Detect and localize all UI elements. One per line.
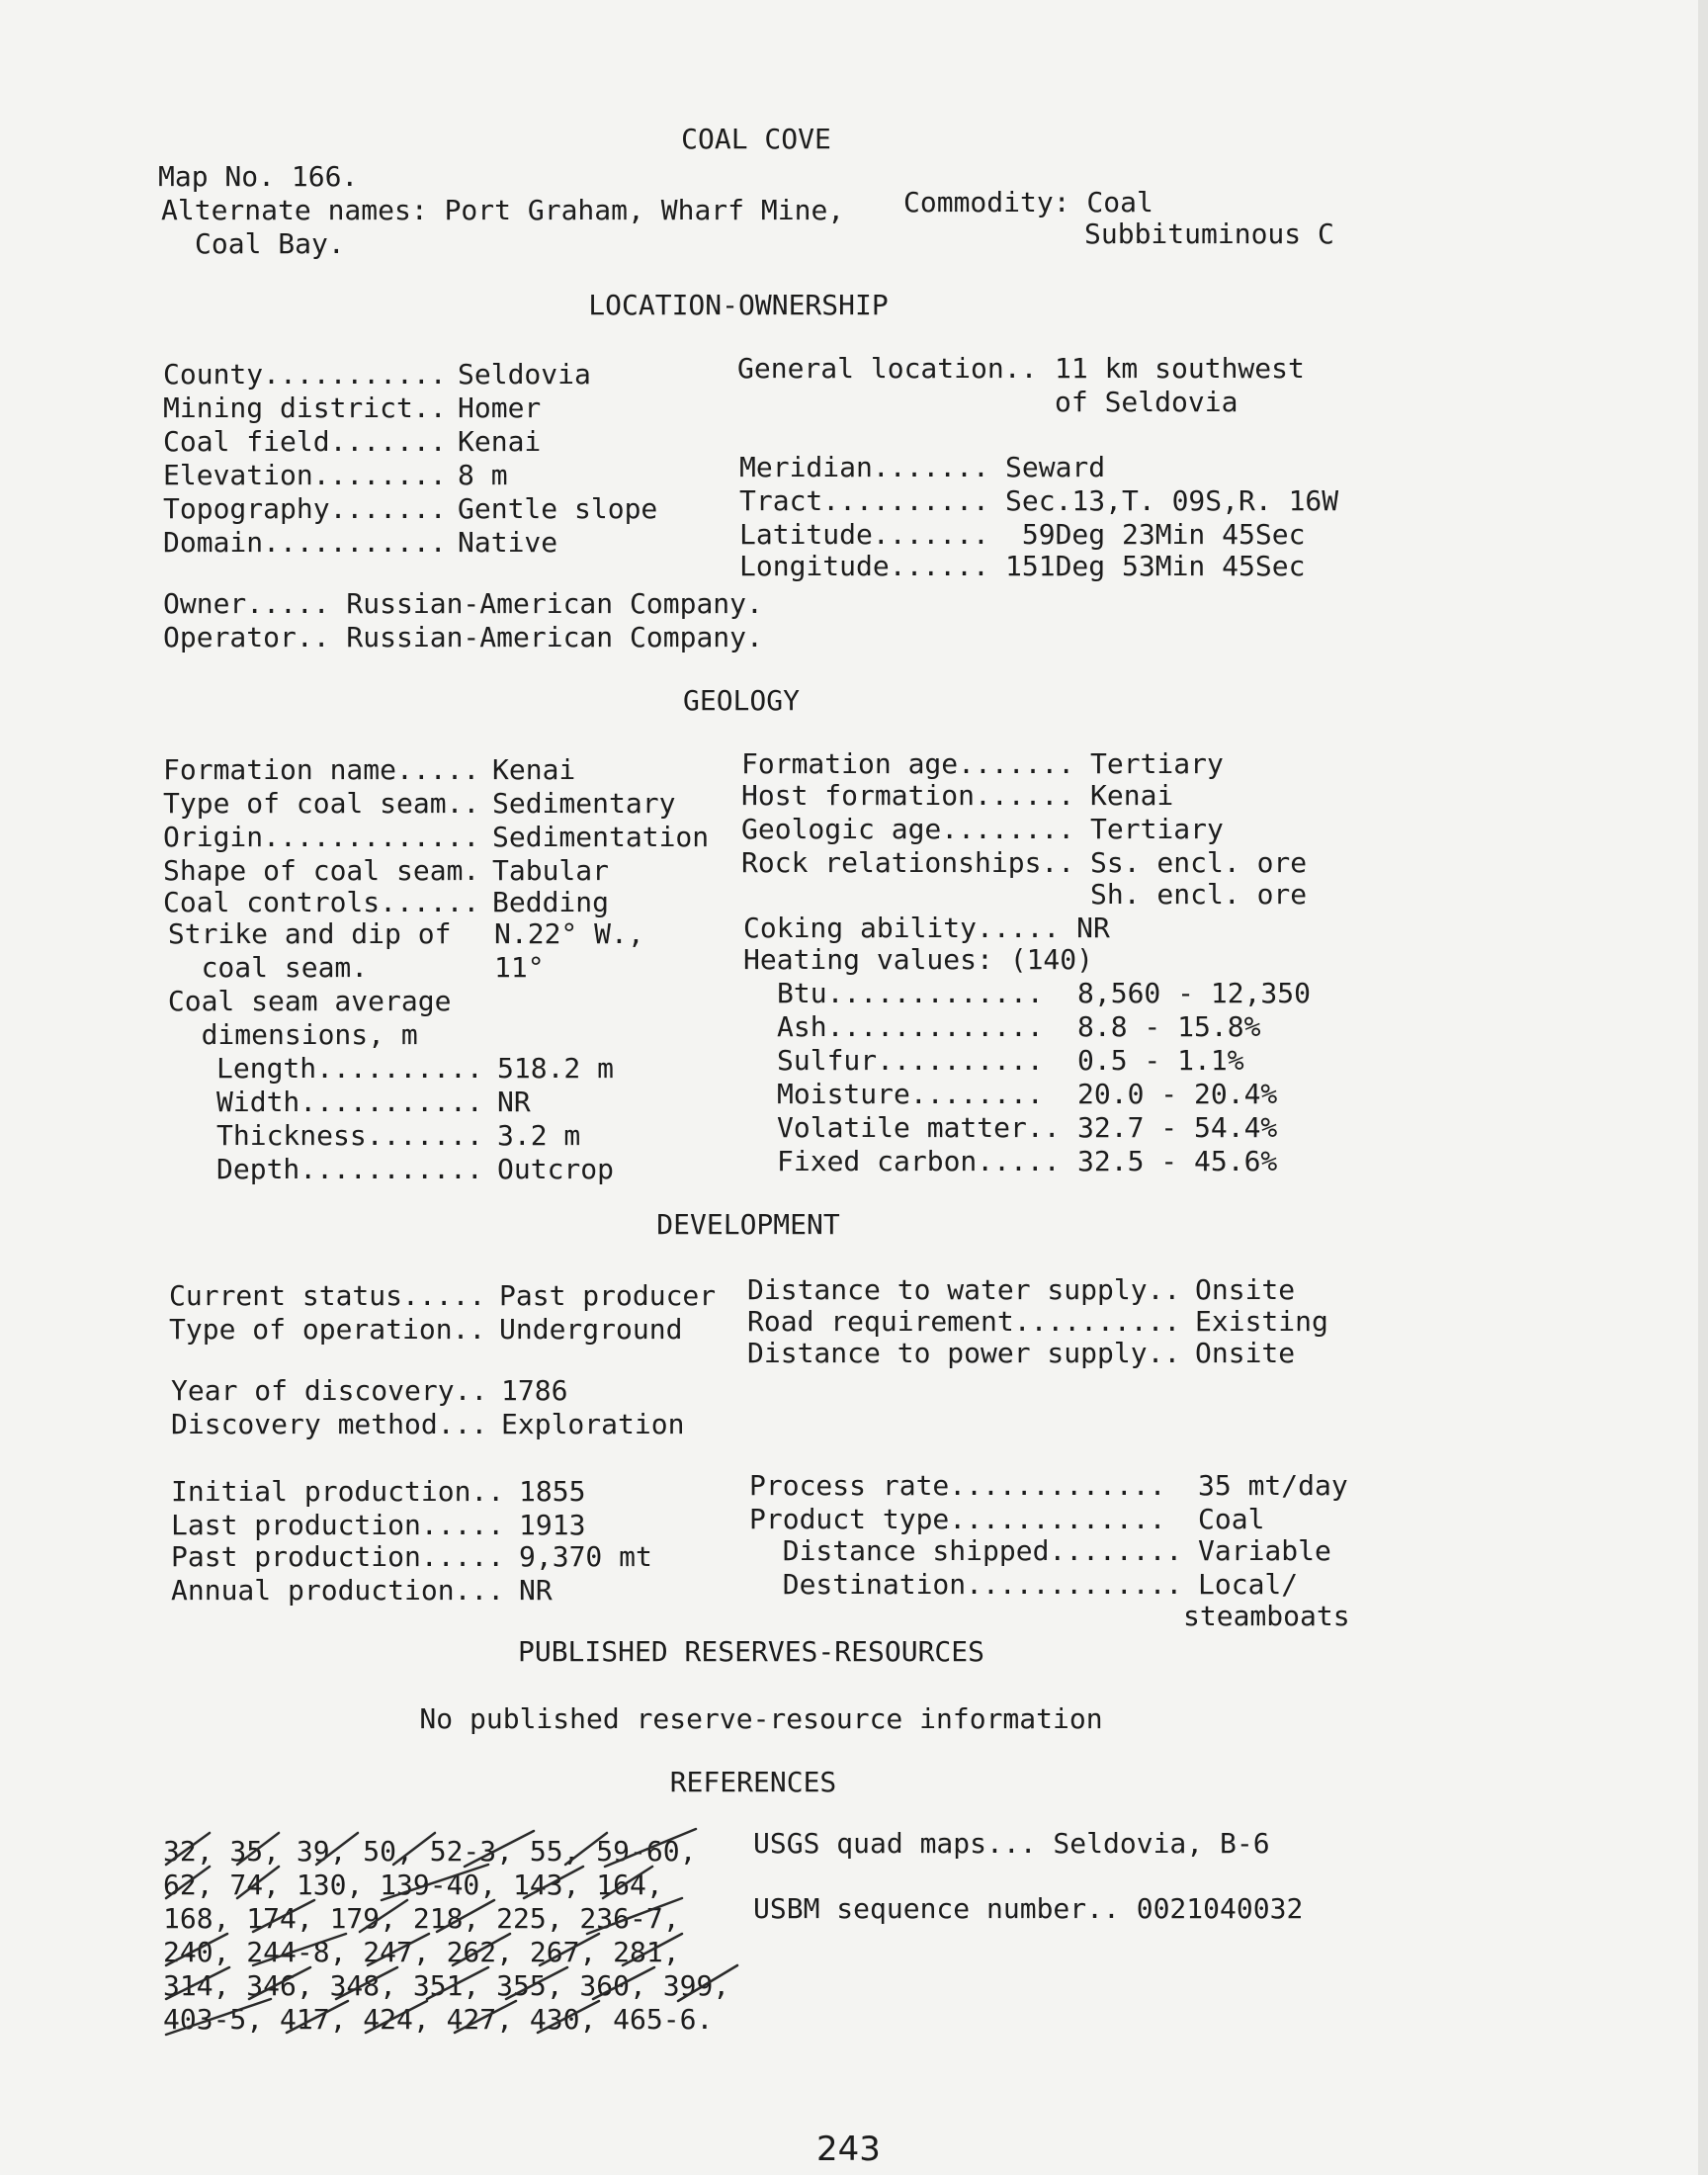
usbm-sequence-number: USBM sequence number.. 0021040032 (753, 1892, 1304, 1925)
field-value: Tertiary (1090, 747, 1224, 780)
dimension-value: NR (497, 1086, 531, 1118)
field-value: Coal (1198, 1503, 1265, 1535)
dimension-label: Depth........... (216, 1153, 483, 1185)
field-label: Distance to water supply.. (747, 1273, 1181, 1306)
field-label: Host formation...... (741, 779, 1075, 812)
field-value: Native (458, 526, 558, 559)
field-value: 1855 (519, 1475, 586, 1508)
reference-line: 62, 74, 130, 139-40, 143, 164, (163, 1869, 663, 1901)
field-value: 1786 (501, 1374, 568, 1407)
reference-line: 240, 244-8, 247, 262, 267, 281, (163, 1936, 680, 1968)
heating-label: Sulfur.......... (777, 1044, 1044, 1077)
alternate-names: Alternate names: Port Graham, Wharf Mine, (161, 194, 845, 226)
field-value: Sec.13,T. 09S,R. 16W (1005, 484, 1339, 517)
reference-line: 32, 35, 39, 50, 52-3, 55, 59-60, (163, 1835, 697, 1868)
field-label: Mining district.. (163, 392, 447, 424)
heating-label: Fixed carbon..... (777, 1145, 1061, 1177)
field-label: Domain........... (163, 526, 447, 559)
field-label: Meridian....... (739, 451, 989, 483)
section-heading-reserves: PUBLISHED RESERVES-RESOURCES (517, 1635, 984, 1668)
field-label: Annual production... (171, 1574, 505, 1607)
reference-line: 168, 174, 179, 218, 225, 236-7, (163, 1902, 680, 1935)
field-value: 9,370 mt (519, 1540, 652, 1573)
field-label: Process rate............. (749, 1469, 1166, 1502)
field-label: Distance shipped........ (749, 1534, 1183, 1567)
field-label: Distance to power supply.. (747, 1337, 1181, 1369)
field-label: Product type............. (749, 1503, 1166, 1535)
field-label: Elevation........ (163, 459, 447, 491)
field-label: Initial production.. (171, 1475, 505, 1508)
map-number: Map No. 166. (158, 160, 359, 193)
heating-value: 8,560 - 12,350 (1077, 977, 1312, 1009)
heating-value: 32.7 - 54.4% (1077, 1111, 1278, 1144)
dimension-value: Outcrop (497, 1153, 615, 1185)
field-value: Variable (1198, 1534, 1331, 1567)
field-value: Kenai (1090, 779, 1174, 812)
general-location-value: 11 km southwest (1055, 352, 1305, 385)
strike-dip-value-cont: 11° (494, 951, 545, 984)
field-label: Coal controls...... (163, 886, 480, 918)
field-value: Seldovia (458, 358, 591, 391)
field-value: Bedding (492, 886, 610, 918)
field-label: Topography....... (163, 492, 447, 525)
field-value: Onsite (1195, 1273, 1296, 1306)
field-value: Seward (1005, 451, 1106, 483)
field-label: Tract.......... (739, 484, 989, 517)
strike-dip-label: Strike and dip of (151, 917, 452, 950)
field-label: Origin............. (163, 821, 480, 853)
heating-label: Btu............. (777, 977, 1044, 1009)
reference-line: 403-5, 417, 424, 427, 430, 465-6. (163, 2003, 714, 2036)
field-label: Past production..... (171, 1540, 505, 1573)
field-value: Tabular (492, 854, 610, 887)
field-label: Road requirement.......... (747, 1305, 1181, 1338)
reserves-text: No published reserve-resource information (419, 1702, 1103, 1735)
field-value: Onsite (1195, 1337, 1296, 1369)
field-value: Underground (499, 1313, 683, 1346)
heating-label: Moisture........ (777, 1078, 1044, 1110)
field-value: 35 mt/day (1198, 1469, 1348, 1502)
coking-ability: Coking ability..... NR (743, 912, 1110, 944)
field-value: Sedimentation (492, 821, 710, 853)
dimensions-label-cont: dimensions, m (151, 1018, 418, 1051)
heating-label: Ash............. (777, 1010, 1044, 1043)
field-label: Rock relationships.. (741, 846, 1075, 879)
heating-value: 20.0 - 20.4% (1077, 1078, 1278, 1110)
strike-dip-label-cont: coal seam. (151, 951, 369, 984)
owner: Owner..... Russian-American Company. (163, 587, 763, 620)
field-value: Homer (458, 392, 542, 424)
commodity: Commodity: Coal (903, 186, 1153, 218)
field-value: Sh. encl. ore (1090, 878, 1308, 911)
heating-value: 8.8 - 15.8% (1077, 1010, 1261, 1043)
field-value: Existing (1195, 1305, 1328, 1338)
field-label: Last production..... (171, 1509, 505, 1541)
field-value: Local/ (1198, 1568, 1299, 1601)
field-value: Kenai (492, 753, 576, 786)
field-value: Sedimentary (492, 787, 676, 820)
page-title: COAL COVE (681, 123, 831, 155)
alternate-names-cont: Coal Bay. (195, 227, 345, 260)
reference-line: 314, 346, 348, 351, 355, 360, 399, (163, 1969, 730, 2002)
section-heading-development: DEVELOPMENT (656, 1208, 840, 1241)
dimensions-label: Coal seam average (151, 985, 452, 1017)
field-value: Kenai (458, 425, 542, 458)
field-value: 1913 (519, 1509, 586, 1541)
field-value: 8 m (458, 459, 508, 491)
field-label: Type of operation.. (169, 1313, 486, 1346)
heating-values-label: Heating values: (140) (743, 943, 1094, 976)
dimension-value: 518.2 m (497, 1052, 615, 1085)
section-heading-references: REFERENCES (669, 1766, 837, 1798)
field-label: Formation age....... (741, 747, 1075, 780)
heating-label: Volatile matter.. (777, 1111, 1061, 1144)
general-location-label: General location.. (737, 352, 1038, 385)
heating-value: 0.5 - 1.1% (1077, 1044, 1244, 1077)
field-label: County........... (163, 358, 447, 391)
strike-dip-value: N.22° W., (494, 917, 644, 950)
field-label: Type of coal seam.. (163, 787, 480, 820)
commodity-type: Subbituminous C (1084, 218, 1334, 250)
field-label: Coal field....... (163, 425, 447, 458)
field-label: Discovery method... (171, 1408, 488, 1440)
field-label: Longitude...... (739, 550, 989, 582)
field-value: NR (519, 1574, 553, 1607)
field-label: Shape of coal seam. (163, 854, 480, 887)
usgs-quad-maps: USGS quad maps... Seldovia, B-6 (753, 1827, 1270, 1860)
field-value: 59Deg 23Min 45Sec (1005, 518, 1306, 551)
field-label: Latitude....... (739, 518, 989, 551)
field-value: Ss. encl. ore (1090, 846, 1308, 879)
general-location-value-cont: of Seldovia (1055, 386, 1238, 418)
dimension-label: Thickness....... (216, 1119, 483, 1152)
heating-value: 32.5 - 45.6% (1077, 1145, 1278, 1177)
field-label: Current status..... (169, 1279, 486, 1312)
page-number: 243 (816, 2130, 881, 2169)
section-heading-location: LOCATION-OWNERSHIP (588, 289, 889, 321)
field-value: Exploration (501, 1408, 685, 1440)
field-value: 151Deg 53Min 45Sec (1005, 550, 1306, 582)
dimension-value: 3.2 m (497, 1119, 581, 1152)
field-value: Tertiary (1090, 813, 1224, 845)
operator: Operator.. Russian-American Company. (163, 621, 763, 653)
field-value: steamboats (1183, 1600, 1350, 1632)
field-label: Formation name..... (163, 753, 480, 786)
dimension-label: Width........... (216, 1086, 483, 1118)
field-label: Destination............. (749, 1568, 1183, 1601)
dimension-label: Length.......... (216, 1052, 483, 1085)
field-value: Gentle slope (458, 492, 658, 525)
field-label: Geologic age........ (741, 813, 1075, 845)
section-heading-geology: GEOLOGY (682, 684, 800, 717)
field-label: Year of discovery.. (171, 1374, 488, 1407)
field-value: Past producer (499, 1279, 717, 1312)
